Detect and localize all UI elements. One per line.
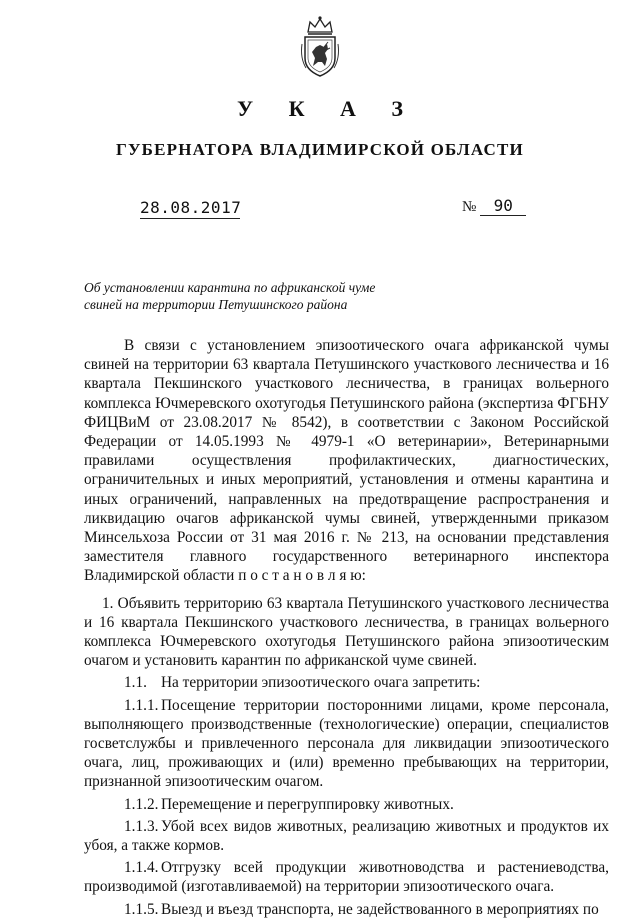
item-label: 1.1.	[124, 674, 147, 692]
item-1-1	[84, 673, 609, 692]
item-label: 1.1.2.	[124, 795, 159, 813]
item-1-1-4	[84, 858, 609, 896]
item-text: Убой всех видов животных, реализацию животных и продуктов их убоя, а также кормов.	[84, 817, 609, 855]
item-1: 1. Объявить территорию 63 квартала Петушинского участкового лесничества и 16 квартала Пекшинского участкового лесничества, в границах вольерного комплекса Ючмеревского охотугодья Петушинского района эпизоотическим очагом и установить карантин по африканской чуме свиней.	[84, 594, 609, 670]
document-number: 90	[480, 196, 526, 216]
number-sign: №	[462, 199, 477, 215]
document-number-block	[462, 196, 526, 216]
item-label: 1.1.4.	[124, 859, 159, 877]
subject-line-2: свиней на территории Петушинского района	[84, 297, 348, 312]
item-text: Отгрузку всей продукции животноводства и растениеводства, производимой (изготавливаемой) на территории эпизоотического очага.	[84, 859, 609, 896]
item-text: На территории эпизоотического очага запретить:	[161, 674, 481, 692]
document-subject	[84, 279, 384, 313]
item-1-1-3	[84, 817, 609, 855]
subject-line-1: Об установлении карантина по африканской чуме	[84, 280, 376, 295]
item-text: Посещение территории посторонними лицами, кроме персонала, выполняющего производственные (технологические) операции, специалистов госветслужбы и привлеченного персонала для ликвидации эпизоотического очага, лиц, проживающих и (или) временно пребывающих на территории, признанной эпизоотическим очагом.	[84, 696, 609, 791]
document-type-title: У К А З	[236, 96, 419, 121]
item-text: Перемещение и перегруппировку животных.	[161, 795, 454, 813]
coat-of-arms-emblem	[298, 14, 342, 78]
preamble-text: В связи с установлением эпизоотического очага африканской чумы свиней на территории 63 квартала Петушинского участкового лесничества и 16 квартала Пекшинского участкового лесничества, в границах вольерного комплекса Ючмеревского охотугодья Петушинского района (экспертиза ФГБНУ ФИЦВиМ от 23.08.2017 № 8542), в соответствии с Законом Российской Федерации от 14.05.1993 № 4979-1 «О ветеринарии», Ветеринарными правилами осуществления профилактических, диагностических, ограничительных и иных мероприятий, установления и отмены карантина и иных ограничений, направленных на предотвращение распространения и ликвидацию очагов африканской чумы свиней, утвержденными приказом Минсельхоза России от 31 мая 2016 г. № 213, на основании представления заместителя главного государственного ветеринарного инспектора Владимирской области	[84, 337, 609, 585]
item-text: Выезд и въезд транспорта, не задействованного в мероприятиях по	[161, 900, 599, 918]
preamble-paragraph	[84, 336, 609, 586]
item-label: 1.1.3.	[124, 817, 159, 835]
document-date: 28.08.2017	[140, 198, 242, 217]
resolve-text: п о с т а н о в л я ю:	[238, 567, 366, 585]
item-1-1-5	[84, 900, 609, 919]
item-label: 1.1.5.	[124, 900, 159, 918]
item-1-1-1	[84, 696, 609, 792]
document-body	[84, 336, 609, 922]
item-1-1-2	[84, 795, 609, 814]
issuer-title: ГУБЕРНАТОРА ВЛАДИМИРСКОЙ ОБЛАСТИ	[115, 140, 524, 159]
item-label: 1.1.1.	[124, 696, 159, 714]
